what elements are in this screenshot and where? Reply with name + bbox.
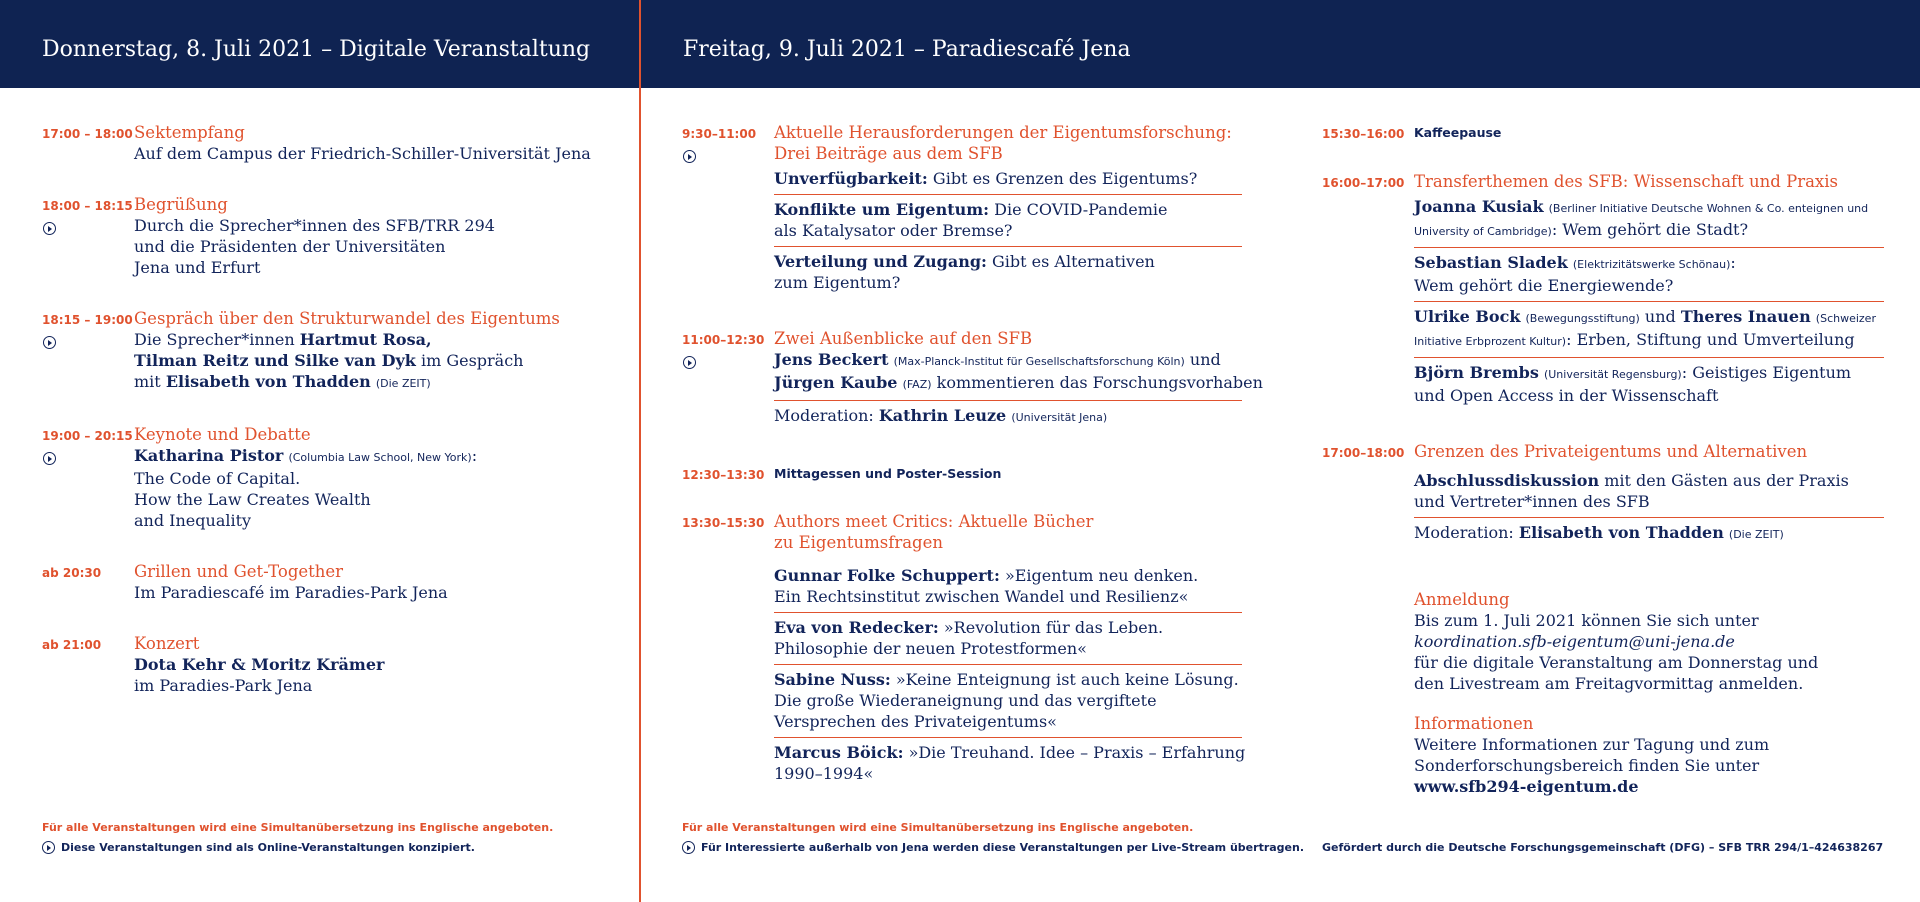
speaker-item [1414, 248, 1884, 302]
book-title: »Die Treuhand. Idee – Praxis – Erfahrung [908, 743, 1246, 762]
text: : [1730, 253, 1736, 272]
book-title: »Keine Enteignung ist auch keine Lösung. [895, 670, 1239, 689]
talk-list [774, 349, 1263, 433]
speaker-name: Björn Brembs [1414, 363, 1539, 382]
event-title: Aktuelle Herausforderungen der Eigentumsforschung: [774, 123, 1232, 142]
affiliation: University of Cambridge) [1414, 225, 1552, 238]
event-desc: Im Paradiescafé im Paradies-Park Jena [134, 583, 448, 602]
talk-topic: Konflikte um Eigentum: [774, 200, 990, 219]
event-keynote [42, 424, 632, 531]
event-desc: Jena und Erfurt [134, 258, 261, 277]
play-circle-icon [683, 356, 696, 369]
book-title: Ein Rechtsinstitut zwischen Wandel und Resilienz« [774, 587, 1189, 606]
affiliation: (Max-Planck-Institut für Gesellschaftsforschung Köln) [893, 355, 1185, 368]
footnote-stream [682, 841, 1304, 855]
event-sektempfang [42, 122, 632, 164]
event-konzert [42, 633, 632, 696]
friday-program-1 [682, 122, 1263, 819]
moderator-name: Elisabeth von Thadden [1518, 523, 1724, 542]
friday-title: Freitag, 9. Juli 2021 – Paradiescafé Jena [683, 37, 1131, 62]
text: und [1184, 350, 1221, 369]
footnote-translation-friday: Für alle Veranstaltungen wird eine Simultanübersetzung ins Englische angeboten. [682, 821, 1194, 834]
registration-title: Anmeldung [1414, 590, 1510, 609]
speaker-item [1414, 192, 1884, 248]
information-title: Informationen [1414, 714, 1534, 733]
header-friday [641, 0, 1920, 88]
thursday-title: Donnerstag, 8. Juli 2021 – Digitale Veranstaltung [42, 37, 591, 62]
moderation-label: Moderation: [774, 406, 879, 425]
event-desc [134, 329, 632, 350]
information-url[interactable] [1414, 776, 1884, 797]
play-circle-icon [682, 841, 695, 854]
text: und Vertreter*innen des SFB [1414, 492, 1650, 511]
event-desc [134, 445, 632, 468]
event-grenzen [1322, 441, 1882, 550]
event-time: 9:30–11:00 [682, 127, 757, 141]
author-name: Eva von Redecker: [774, 618, 939, 637]
text: und [1639, 307, 1681, 326]
talk-question: : Geistiges Eigentum [1681, 363, 1852, 382]
author-name: Marcus Böick: [774, 743, 904, 762]
moderation [1414, 518, 1884, 550]
event-desc: und die Präsidenten der Universitäten [134, 237, 446, 256]
discussion-title: Abschlussdiskussion [1414, 471, 1600, 490]
affiliation: (FAZ) [902, 378, 932, 391]
speaker-name: Theres Inauen [1680, 307, 1811, 326]
talk-question: zum Eigentum? [774, 273, 901, 292]
affiliation: (Berliner Initiative Deutsche Wohnen & Co. enteignen und [1548, 202, 1869, 215]
event-time: 17:00 – 18:00 [42, 127, 133, 141]
registration-text: Bis zum 1. Juli 2021 können Sie sich unter [1414, 611, 1759, 630]
event-time: 11:00–12:30 [682, 333, 765, 347]
book-title: Philosophie der neuen Protestformen« [774, 639, 1087, 658]
event-title: Mittagessen und Poster-Session [774, 466, 1002, 481]
event-time: 16:00–17:00 [1322, 176, 1405, 190]
event-desc [134, 654, 632, 675]
event-title: Konzert [134, 634, 200, 653]
event-desc [134, 371, 632, 394]
text: Die Sprecher*innen [134, 330, 300, 349]
registration-email[interactable] [1414, 631, 1884, 652]
friday-program-2 [1322, 122, 1882, 580]
speaker-list [1414, 192, 1884, 411]
talk-item [774, 349, 1263, 401]
event-aussenblicke [682, 328, 1263, 433]
event-title: Grillen und Get-Together [134, 562, 344, 581]
event-title: Gespräch über den Strukturwandel des Eigentums [134, 309, 560, 328]
speaker-name: Jürgen Kaube [774, 373, 898, 392]
event-title: zu Eigentumsfragen [774, 533, 943, 552]
moderation [774, 401, 1242, 433]
talk-question: Gibt es Alternativen [986, 252, 1155, 271]
book-title: Versprechen des Privateigentums« [774, 712, 1057, 731]
affiliation: (Bewegungsstiftung) [1525, 312, 1640, 325]
affiliation: (Universität Jena) [1011, 411, 1108, 424]
event-title: Transferthemen des SFB: Wissenschaft und Praxis [1414, 172, 1838, 191]
email-link[interactable]: koordination.sfb-eigentum@uni-jena.de [1414, 632, 1735, 651]
event-title: Grenzen des Privateigentums und Alternativen [1414, 442, 1808, 461]
speaker-name: Elisabeth von Thadden [165, 372, 371, 391]
talk-list [774, 164, 1242, 298]
event-kaffeepause [1322, 122, 1882, 143]
event-desc: Auf dem Campus der Friedrich-Schiller-Universität Jena [134, 144, 591, 163]
column-divider [639, 0, 641, 902]
book-title: 1990–1994« [774, 764, 874, 783]
event-title: Kaffeepause [1414, 125, 1502, 140]
event-mittagessen [682, 463, 1242, 484]
book-title: Die große Wiederaneignung und das vergiftete [774, 691, 1157, 710]
event-title: Drei Beiträge aus dem SFB [774, 144, 1003, 163]
book-item [774, 665, 1242, 738]
book-item [774, 738, 1246, 789]
affiliation: (Die ZEIT) [375, 377, 431, 390]
talk-question: Die COVID-Pandemie [989, 200, 1168, 219]
play-circle-icon [683, 150, 696, 163]
event-time: 17:00–18:00 [1322, 446, 1405, 460]
registration-block [1414, 589, 1884, 694]
play-circle-icon [43, 336, 56, 349]
talk-item [774, 247, 1242, 298]
book-list [774, 561, 1246, 789]
event-desc: Durch die Sprecher*innen des SFB/TRR 294 [134, 216, 495, 235]
event-time: ab 20:30 [42, 566, 102, 580]
funding-note: Gefördert durch die Deutsche Forschungsgemeinschaft (DFG) – SFB TRR 294/1–424638267 [1322, 841, 1884, 854]
event-title: Authors meet Critics: Aktuelle Bücher [774, 512, 1094, 531]
talk-question: Wem gehört die Energiewende? [1414, 276, 1674, 295]
footnote-text: Diese Veranstaltungen sind als Online-Veranstaltungen konzipiert. [61, 841, 475, 854]
event-time: 18:15 – 19:00 [42, 313, 133, 327]
talk-topic: Verteilung und Zugang: [774, 252, 987, 271]
event-title: Keynote und Debatte [134, 425, 311, 444]
event-time: 12:30–13:30 [682, 468, 765, 482]
performer-name: Dota Kehr & Moritz Krämer [134, 655, 385, 674]
book-item [774, 561, 1242, 613]
footnote-online [42, 841, 475, 855]
text: mit den Gästen aus der Praxis [1599, 471, 1849, 490]
footnote-text: Für Interessierte außerhalb von Jena werden diese Veranstaltungen per Live-Stream übertragen. [701, 841, 1305, 854]
event-desc [134, 350, 632, 371]
header-thursday [0, 0, 639, 88]
talk-question: : Erben, Stiftung und Umverteilung [1566, 330, 1855, 349]
speaker-name: Jens Beckert [774, 350, 889, 369]
speaker-name: Sebastian Sladek [1414, 253, 1568, 272]
speaker-item [1414, 358, 1884, 411]
event-desc: im Paradies-Park Jena [134, 676, 313, 695]
event-desc: The Code of Capital. [134, 469, 301, 488]
affiliation: (Elektrizitätswerke Schönau) [1572, 258, 1731, 271]
event-begruessung [42, 194, 632, 278]
book-title: »Revolution für das Leben. [943, 618, 1164, 637]
text: : [471, 446, 478, 465]
event-time: 18:00 – 18:15 [42, 199, 133, 213]
event-time: 15:30–16:00 [1322, 127, 1405, 141]
event-title: Zwei Außenblicke auf den SFB [774, 329, 1033, 348]
footnote-translation-thursday: Für alle Veranstaltungen wird eine Simultanübersetzung ins Englische angeboten. [42, 821, 554, 834]
information-text: Weitere Informationen zur Tagung und zum [1414, 735, 1770, 754]
affiliation: (Die ZEIT) [1728, 528, 1784, 541]
talk-item [774, 164, 1242, 195]
affiliation: Initiative Erbprozent Kultur) [1414, 335, 1567, 348]
author-name: Gunnar Folke Schuppert: [774, 566, 1000, 585]
moderation-label: Moderation: [1414, 523, 1519, 542]
play-circle-icon [43, 452, 56, 465]
author-name: Sabine Nuss: [774, 670, 891, 689]
registration-text: den Livestream am Freitagvormittag anmelden. [1414, 674, 1804, 693]
event-time: 13:30–15:30 [682, 516, 765, 530]
affiliation: (Universität Regensburg) [1543, 368, 1682, 381]
discussion-list [1414, 466, 1884, 550]
text: im Gespräch [415, 351, 524, 370]
book-title: »Eigentum neu denken. [1004, 566, 1199, 585]
information-text: Sonderforschungsbereich finden Sie unter [1414, 756, 1760, 775]
affiliation: (Schweizer [1815, 312, 1876, 325]
speaker-name: Tilman Reitz und Silke van Dyk [134, 351, 416, 370]
book-item [774, 613, 1242, 665]
talk-question: : Wem gehört die Stadt? [1551, 220, 1749, 239]
speaker-item [1414, 302, 1884, 358]
information-block [1414, 713, 1884, 797]
event-desc: and Inequality [134, 511, 252, 530]
event-grillen [42, 561, 632, 603]
speaker-name: Ulrike Bock [1414, 307, 1521, 326]
event-authors-meet-critics [682, 511, 1246, 789]
speaker-name: Joanna Kusiak [1414, 197, 1544, 216]
website-link[interactable]: www.sfb294-eigentum.de [1414, 777, 1639, 796]
event-herausforderungen [682, 122, 1242, 298]
event-title: Sektempfang [134, 123, 245, 142]
talk-question: und Open Access in der Wissenschaft [1414, 386, 1719, 405]
speaker-name: Katharina Pistor [134, 446, 284, 465]
play-circle-icon [42, 841, 55, 854]
text: mit [134, 372, 166, 391]
event-transferthemen [1322, 171, 1882, 411]
play-circle-icon [43, 222, 56, 235]
event-gespraech [42, 308, 632, 394]
talk-question: Gibt es Grenzen des Eigentums? [927, 169, 1198, 188]
registration-text: für die digitale Veranstaltung am Donnerstag und [1414, 653, 1819, 672]
talk-item [774, 195, 1242, 247]
discussion-item [1414, 466, 1884, 518]
talk-question: als Katalysator oder Bremse? [774, 221, 1013, 240]
affiliation: (Columbia Law School, New York) [288, 451, 472, 464]
moderator-name: Kathrin Leuze [878, 406, 1007, 425]
event-desc: How the Law Creates Wealth [134, 490, 371, 509]
event-time: ab 21:00 [42, 638, 102, 652]
event-time: 19:00 – 20:15 [42, 429, 133, 443]
text: kommentieren das Forschungsvorhaben [931, 373, 1263, 392]
speaker-name: Hartmut Rosa, [299, 330, 432, 349]
thursday-program [42, 122, 632, 726]
talk-topic: Unverfügbarkeit: [774, 169, 928, 188]
event-title: Begrüßung [134, 195, 228, 214]
